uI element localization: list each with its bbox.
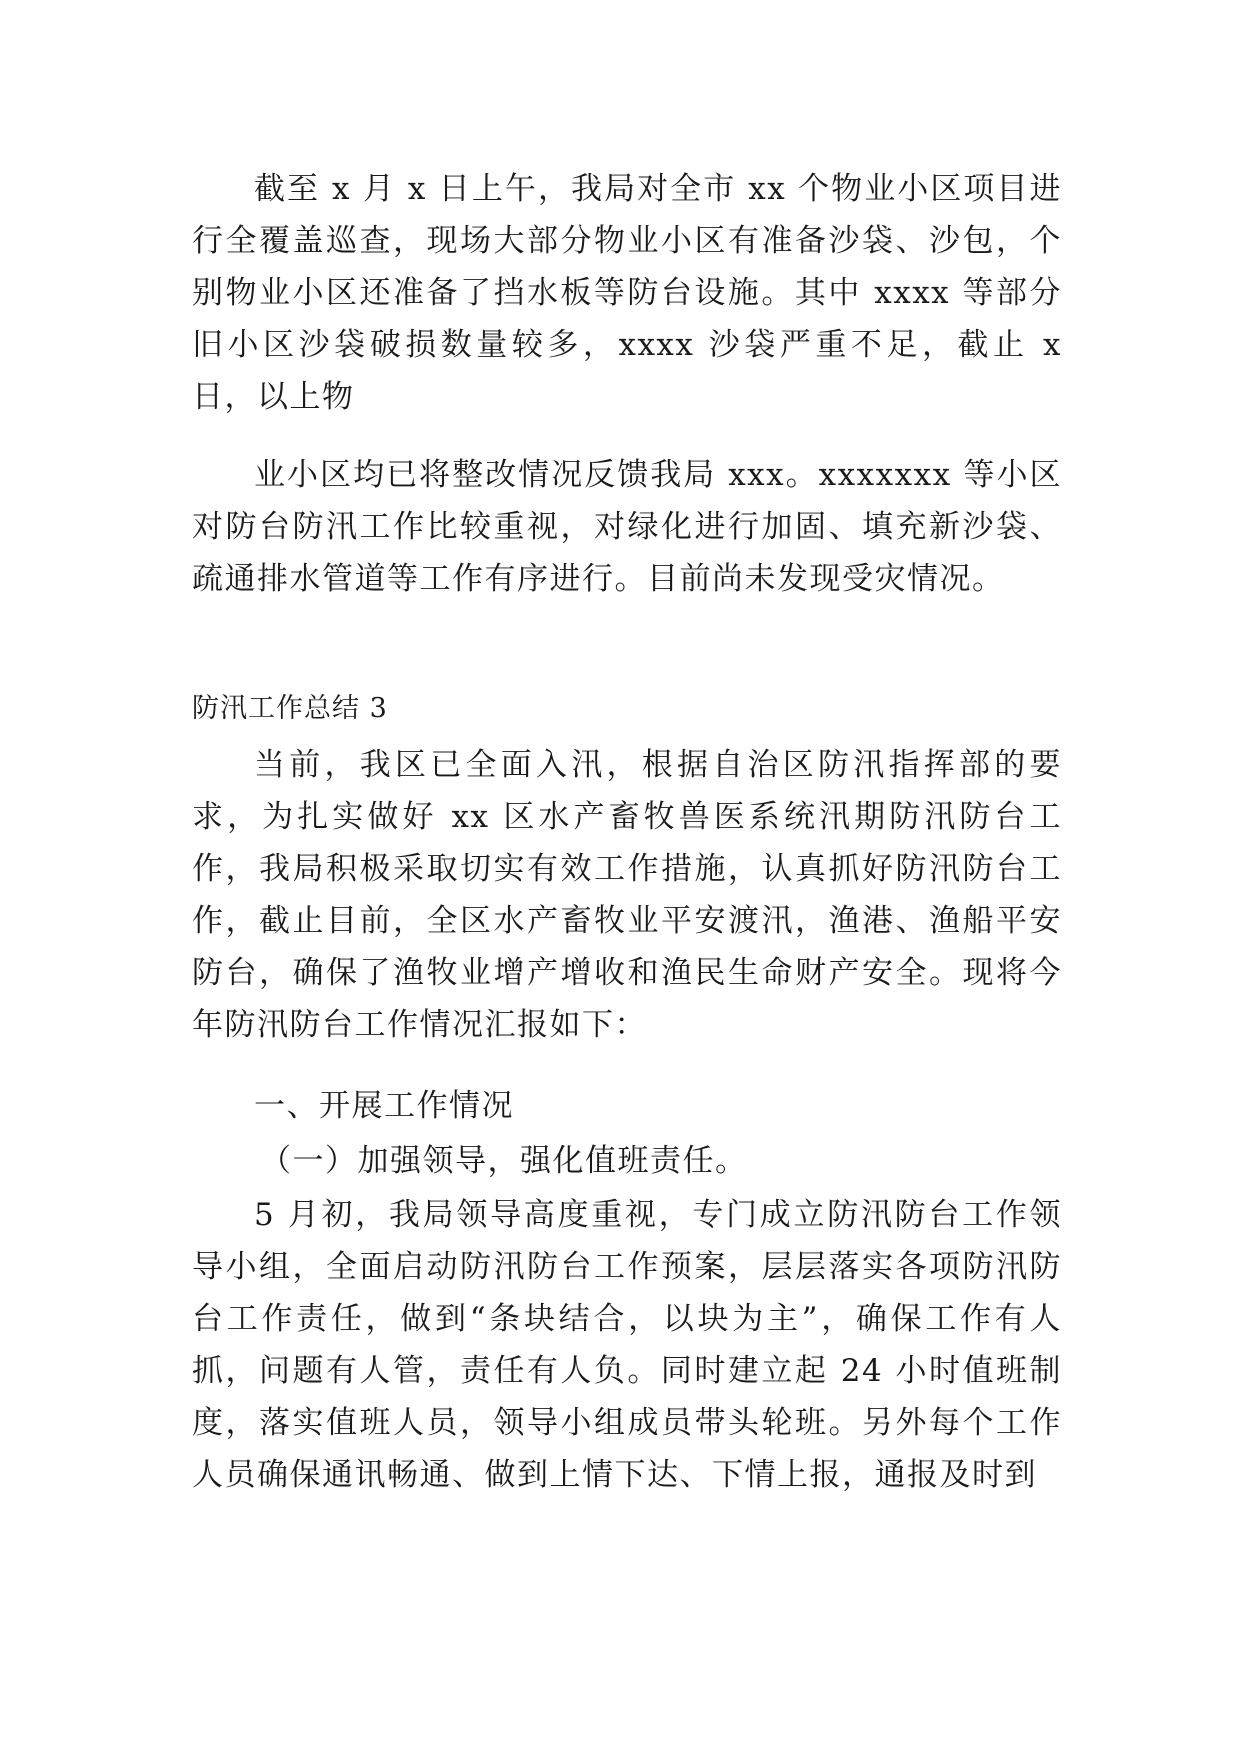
- paragraph-leadership-details: 5 月初，我局领导高度重视，专门成立防汛防台工作领导小组，全面启动防汛防台工作预案，层层落实各项防汛防台工作责任，做到“条块结合，以块为主”，确保工作有人抓，问题有人管，责任有人负。同时建立起 24 小时值班制度，落实值班人员，领导小组成员带头轮班。另外每个工作人员确保通讯畅通、做到上情下达、下情上报，通报及时到: [192, 1197, 1062, 1493]
- heading-leadership: （一）加强领导，强化值班责任。: [260, 1143, 748, 1179]
- paragraph-property-inspection: 截至 x 月 x 日上午，我局对全市 xx 个物业小区项目进行全覆盖巡查，现场大部分物业小区有准备沙袋、沙包，个别物业小区还准备了挡水板等防台设施。其中 xxxx 等部分旧小区沙袋破损数量较多，xxxx 沙袋严重不足，截止 x 日，以上物: [192, 171, 1062, 415]
- paragraph-flood-season-intro: 当前，我区已全面入汛，根据自治区防汛指挥部的要求，为扎实做好 xx 区水产畜牧兽医系统汛期防汛防台工作，我局积极采取切实有效工作措施，认真抓好防汛防台工作，截止目前，全区水产畜牧业平安渡汛，渔港、渔船平安防台，确保了渔牧业增产增收和渔民生命财产安全。现将今年防汛防台工作情况汇报如下：: [192, 747, 1062, 1043]
- paragraph-rectification-feedback: 业小区均已将整改情况反馈我局 xxx。xxxxxxx 等小区对防台防汛工作比较重视，对绿化进行加固、填充新沙袋、疏通排水管道等工作有序进行。目前尚未发现受灾情况。: [192, 457, 1062, 597]
- heading-work-status: 一、开展工作情况: [254, 1088, 514, 1124]
- section-title: 防汛工作总结 3: [192, 693, 388, 724]
